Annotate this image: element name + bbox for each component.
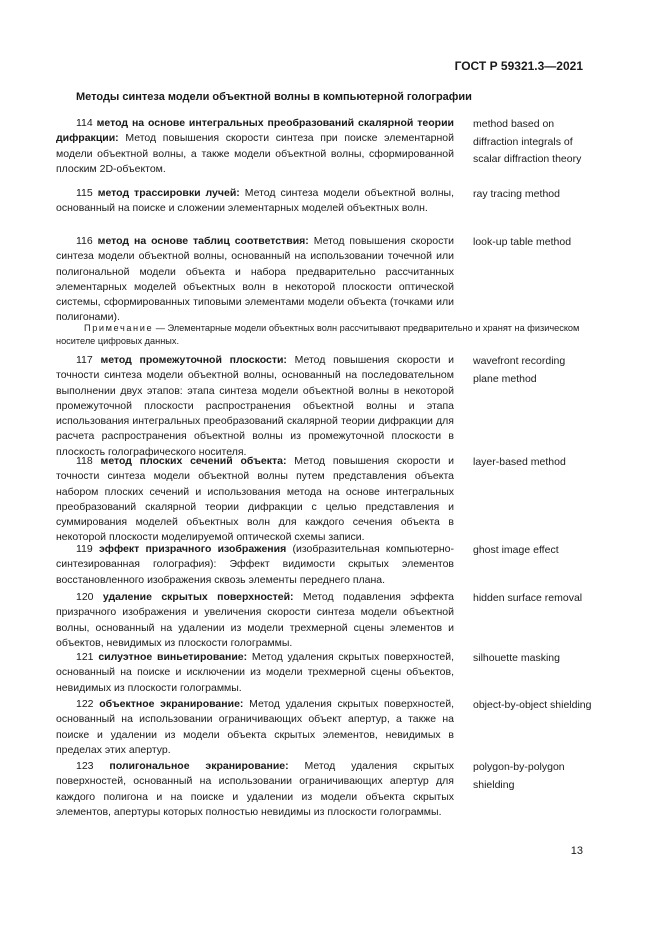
term-name: силуэтное виньетирование:: [98, 651, 248, 663]
english-equivalent: method based on diffraction integrals of scalar diffraction theory: [473, 118, 582, 165]
term-text: Метод подавления эффекта призрачного изображения и увеличения скорости синтеза модели объектной волны, основанный на удалении из модели трехмерной сцены элементов и объектов, невидимых из плоскости голограммы.: [56, 591, 455, 649]
section-title: Методы синтеза модели объектной волны в компьютерной голографии: [76, 91, 472, 103]
term-name: метод промежуточной плоскости:: [100, 354, 287, 366]
english-equivalent: ghost image effect: [473, 544, 559, 556]
term-definition: [56, 116, 454, 177]
english-equivalent: object-by-object shielding: [473, 699, 592, 711]
term-text: (изобразительная компьютерно-синтезированная голография): Эффект видимости скрытых элементов восстановленного изображения сквозь элементы переднего плана.: [56, 543, 454, 586]
english-equivalent: hidden surface removal: [473, 592, 583, 604]
term-name: метод трассировки лучей:: [97, 187, 240, 199]
term-number: 118: [76, 455, 93, 467]
note-text: — Элементарные модели объектных волн рассчитывают предварительно и хранят на физическом носителе цифровых данных.: [56, 323, 580, 346]
term-definition: [56, 697, 454, 758]
term-definition: [56, 759, 454, 820]
term-definition: [56, 234, 454, 326]
term-name: удаление скрытых поверхностей:: [102, 591, 294, 603]
term-number: 116: [76, 235, 93, 247]
english-equivalent: silhouette masking: [473, 652, 560, 664]
term-text: Метод удаления скрытых поверхностей, основанный на использовании ограничивающих апертур для каждого полигона и на поиске и удалении из модели объекта скрытых элементов, апертуры которых полностью невидимы из плоскости голограммы.: [56, 760, 455, 818]
term-definition: [56, 542, 454, 588]
term-name: эффект призрачного изображения: [98, 543, 287, 555]
english-equivalent: layer-based method: [473, 456, 566, 468]
term-name: полигональное экранирование:: [109, 760, 289, 772]
term-name: метод на основе таблиц соответствия:: [97, 235, 309, 247]
english-equivalent: wavefront recording plane method: [473, 355, 566, 385]
term-text: Метод удаления скрытых поверхностей, основанный на использовании ограничивающих объект апертур, а также на поиске и удалении из модели объекта скрытых элементов, невидимых в пределах этих апертур.: [56, 698, 454, 756]
term-number: 114: [76, 117, 93, 129]
english-equivalent: ray tracing method: [473, 188, 560, 200]
term-definition: [56, 353, 454, 460]
term-text: Метод удаления скрытых поверхностей, основанный на поиске и исключении из модели трехмерной сцены объектов, невидимых из плоскости голограммы.: [56, 651, 455, 694]
page-number: 13: [570, 845, 583, 857]
term-definition: [56, 186, 454, 217]
term-number: 120: [76, 591, 94, 603]
standard-header: ГОСТ Р 59321.3—2021: [454, 59, 583, 73]
term-definition: [56, 454, 454, 546]
term-text: Метод повышения скорости и точности синтеза модели объектной волны, основанный на последовательном выполнении двух этапов: этапа синтеза модели объектной волны в некоторой промежуточной плоскости распространения объектной волны и этапа использования интегральных преобразований скалярной теории дифракции для расчета распространения объектной волны из промежуточной плоскости в плоскость голографического носителя.: [56, 354, 454, 458]
term-text: Метод повышения скорости и точности синтеза модели объектной волны путем представления объекта набором плоских сечений и использования метода на основе интегральных преобразований скалярной теории дифракции с целью представления и суммирования моделей объектных волн для каждого сечения объекта в некоторой плоскости моделируемой оптической схемы записи.: [56, 455, 454, 544]
term-name: метод плоских сечений объекта:: [100, 455, 287, 467]
term-text: Метод повышения скорости синтеза модели объектной волны, основанный на использовании точечной или полигональной модели объекта и набора предварительно рассчитанных элементарных моделей объектных волн в некоторой плоскости оптической системы, сформированных типовыми элементами модели объекта (точками или полигонами).: [56, 235, 455, 324]
note: [56, 322, 597, 347]
term-text: Метод синтеза модели объектной волны, основанный на поиске и сложении элементарных моделей объектных волн.: [56, 187, 455, 215]
term-number: 123: [76, 760, 94, 772]
term-number: 115: [76, 187, 93, 199]
note-label: Примечание: [84, 323, 154, 333]
term-text: Метод повышения скорости синтеза при поиске элементарной модели объектной волны, а также модели объектной волны, сформированной плоским 2D-объектом.: [56, 132, 454, 175]
term-number: 119: [76, 543, 93, 555]
term-number: 121: [76, 651, 94, 663]
term-number: 117: [76, 354, 93, 366]
term-definition: [56, 650, 454, 696]
term-name: объектное экранирование:: [99, 698, 244, 710]
term-definition: [56, 590, 454, 651]
english-equivalent: look-up table method: [473, 236, 572, 248]
term-number: 122: [76, 698, 94, 710]
english-equivalent: polygon-by-polygon shielding: [473, 761, 565, 791]
term-name: метод на основе интегральных преобразований скалярной теории дифракции:: [56, 117, 454, 145]
